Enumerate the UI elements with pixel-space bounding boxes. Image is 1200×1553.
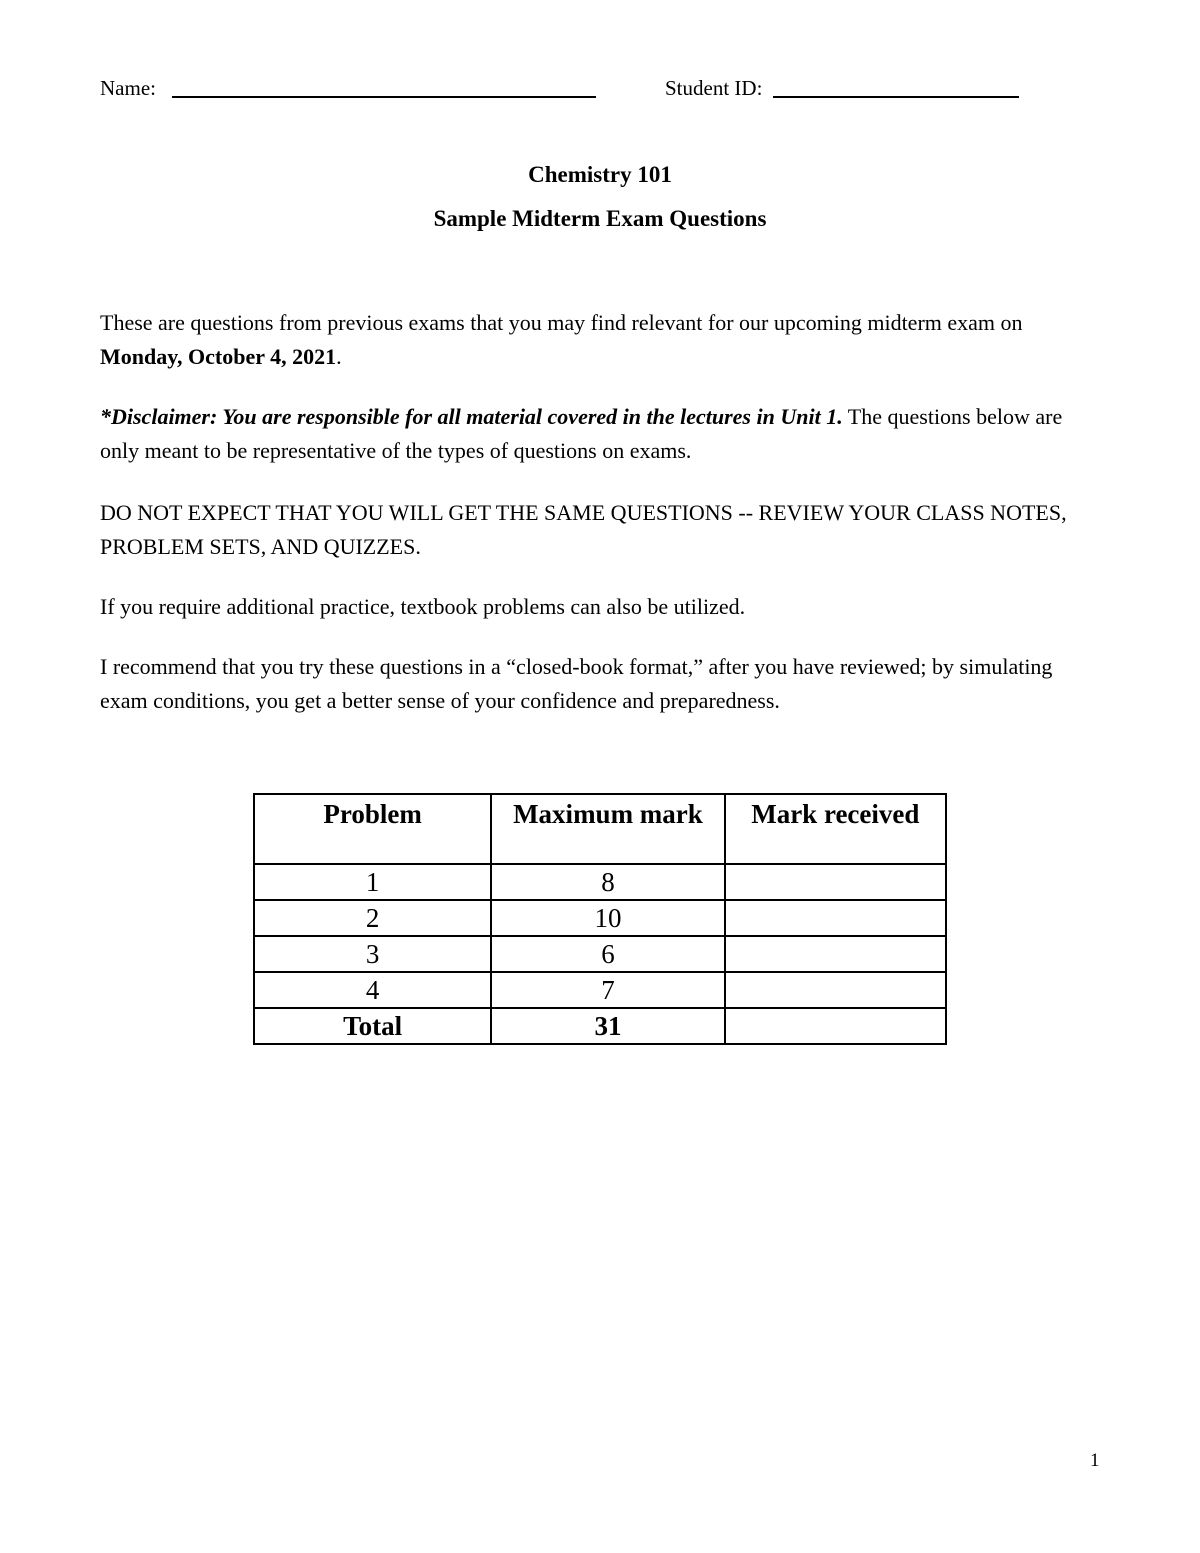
maximum-mark: 8 (491, 864, 724, 900)
marks-table (253, 793, 947, 1045)
name-label: Name: (100, 76, 156, 100)
intro-paragraph (100, 306, 1100, 374)
recommendation-paragraph: I recommend that you try these questions in a “closed-book format,” after you have reviewed; by simulating exam conditions, you get a better sense of your confidence and preparedness. (100, 654, 1053, 713)
table-row (254, 972, 946, 1008)
intro-end: . (336, 344, 342, 369)
exam-date: Monday, October 4, 2021 (100, 344, 337, 369)
intro-text: These are questions from previous exams that you may find relevant for our upcoming midterm exam on (100, 310, 1023, 335)
mark-received-cell[interactable] (725, 900, 946, 936)
student-id-blank-line[interactable] (773, 96, 1019, 98)
total-label: Total (254, 1008, 491, 1044)
mark-received-cell[interactable] (725, 972, 946, 1008)
disclaimer-emphasis: *Disclaimer: You are responsible for all material covered in the lectures in Unit 1. (100, 404, 843, 429)
maximum-mark: 10 (491, 900, 724, 936)
problem-number: 4 (254, 972, 491, 1008)
table-total-row (254, 1008, 946, 1044)
page-number: 1 (1090, 1450, 1100, 1471)
header-maximum-mark: Maximum mark (491, 794, 724, 864)
table-header-row (254, 794, 946, 864)
mark-received-cell[interactable] (725, 936, 946, 972)
disclaimer-text: The questions below are only meant to be representative of the types of questions on exams. (100, 404, 1063, 463)
header-row (100, 72, 1060, 104)
header-problem: Problem (254, 794, 491, 864)
exam-title: Sample Midterm Exam Questions (433, 206, 767, 231)
problem-number: 1 (254, 864, 491, 900)
total-mark-received-cell[interactable] (725, 1008, 946, 1044)
maximum-mark: 6 (491, 936, 724, 972)
header-mark-received: Mark received (725, 794, 946, 864)
table-row (254, 936, 946, 972)
practice-paragraph: If you require additional practice, textbook problems can also be utilized. (100, 594, 746, 619)
student-id-label: Student ID: (665, 76, 763, 100)
name-blank-line[interactable] (172, 96, 596, 98)
table-row (254, 900, 946, 936)
table-row (254, 864, 946, 900)
total-maximum-mark: 31 (491, 1008, 724, 1044)
problem-number: 2 (254, 900, 491, 936)
mark-received-cell[interactable] (725, 864, 946, 900)
problem-number: 3 (254, 936, 491, 972)
maximum-mark: 7 (491, 972, 724, 1008)
disclaimer-paragraph (100, 400, 1100, 468)
course-title: Chemistry 101 (528, 162, 672, 187)
warning-paragraph: DO NOT EXPECT THAT YOU WILL GET THE SAME QUESTIONS -- REVIEW YOUR CLASS NOTES, PROBLEM SETS, AND QUIZZES. (100, 500, 1067, 559)
